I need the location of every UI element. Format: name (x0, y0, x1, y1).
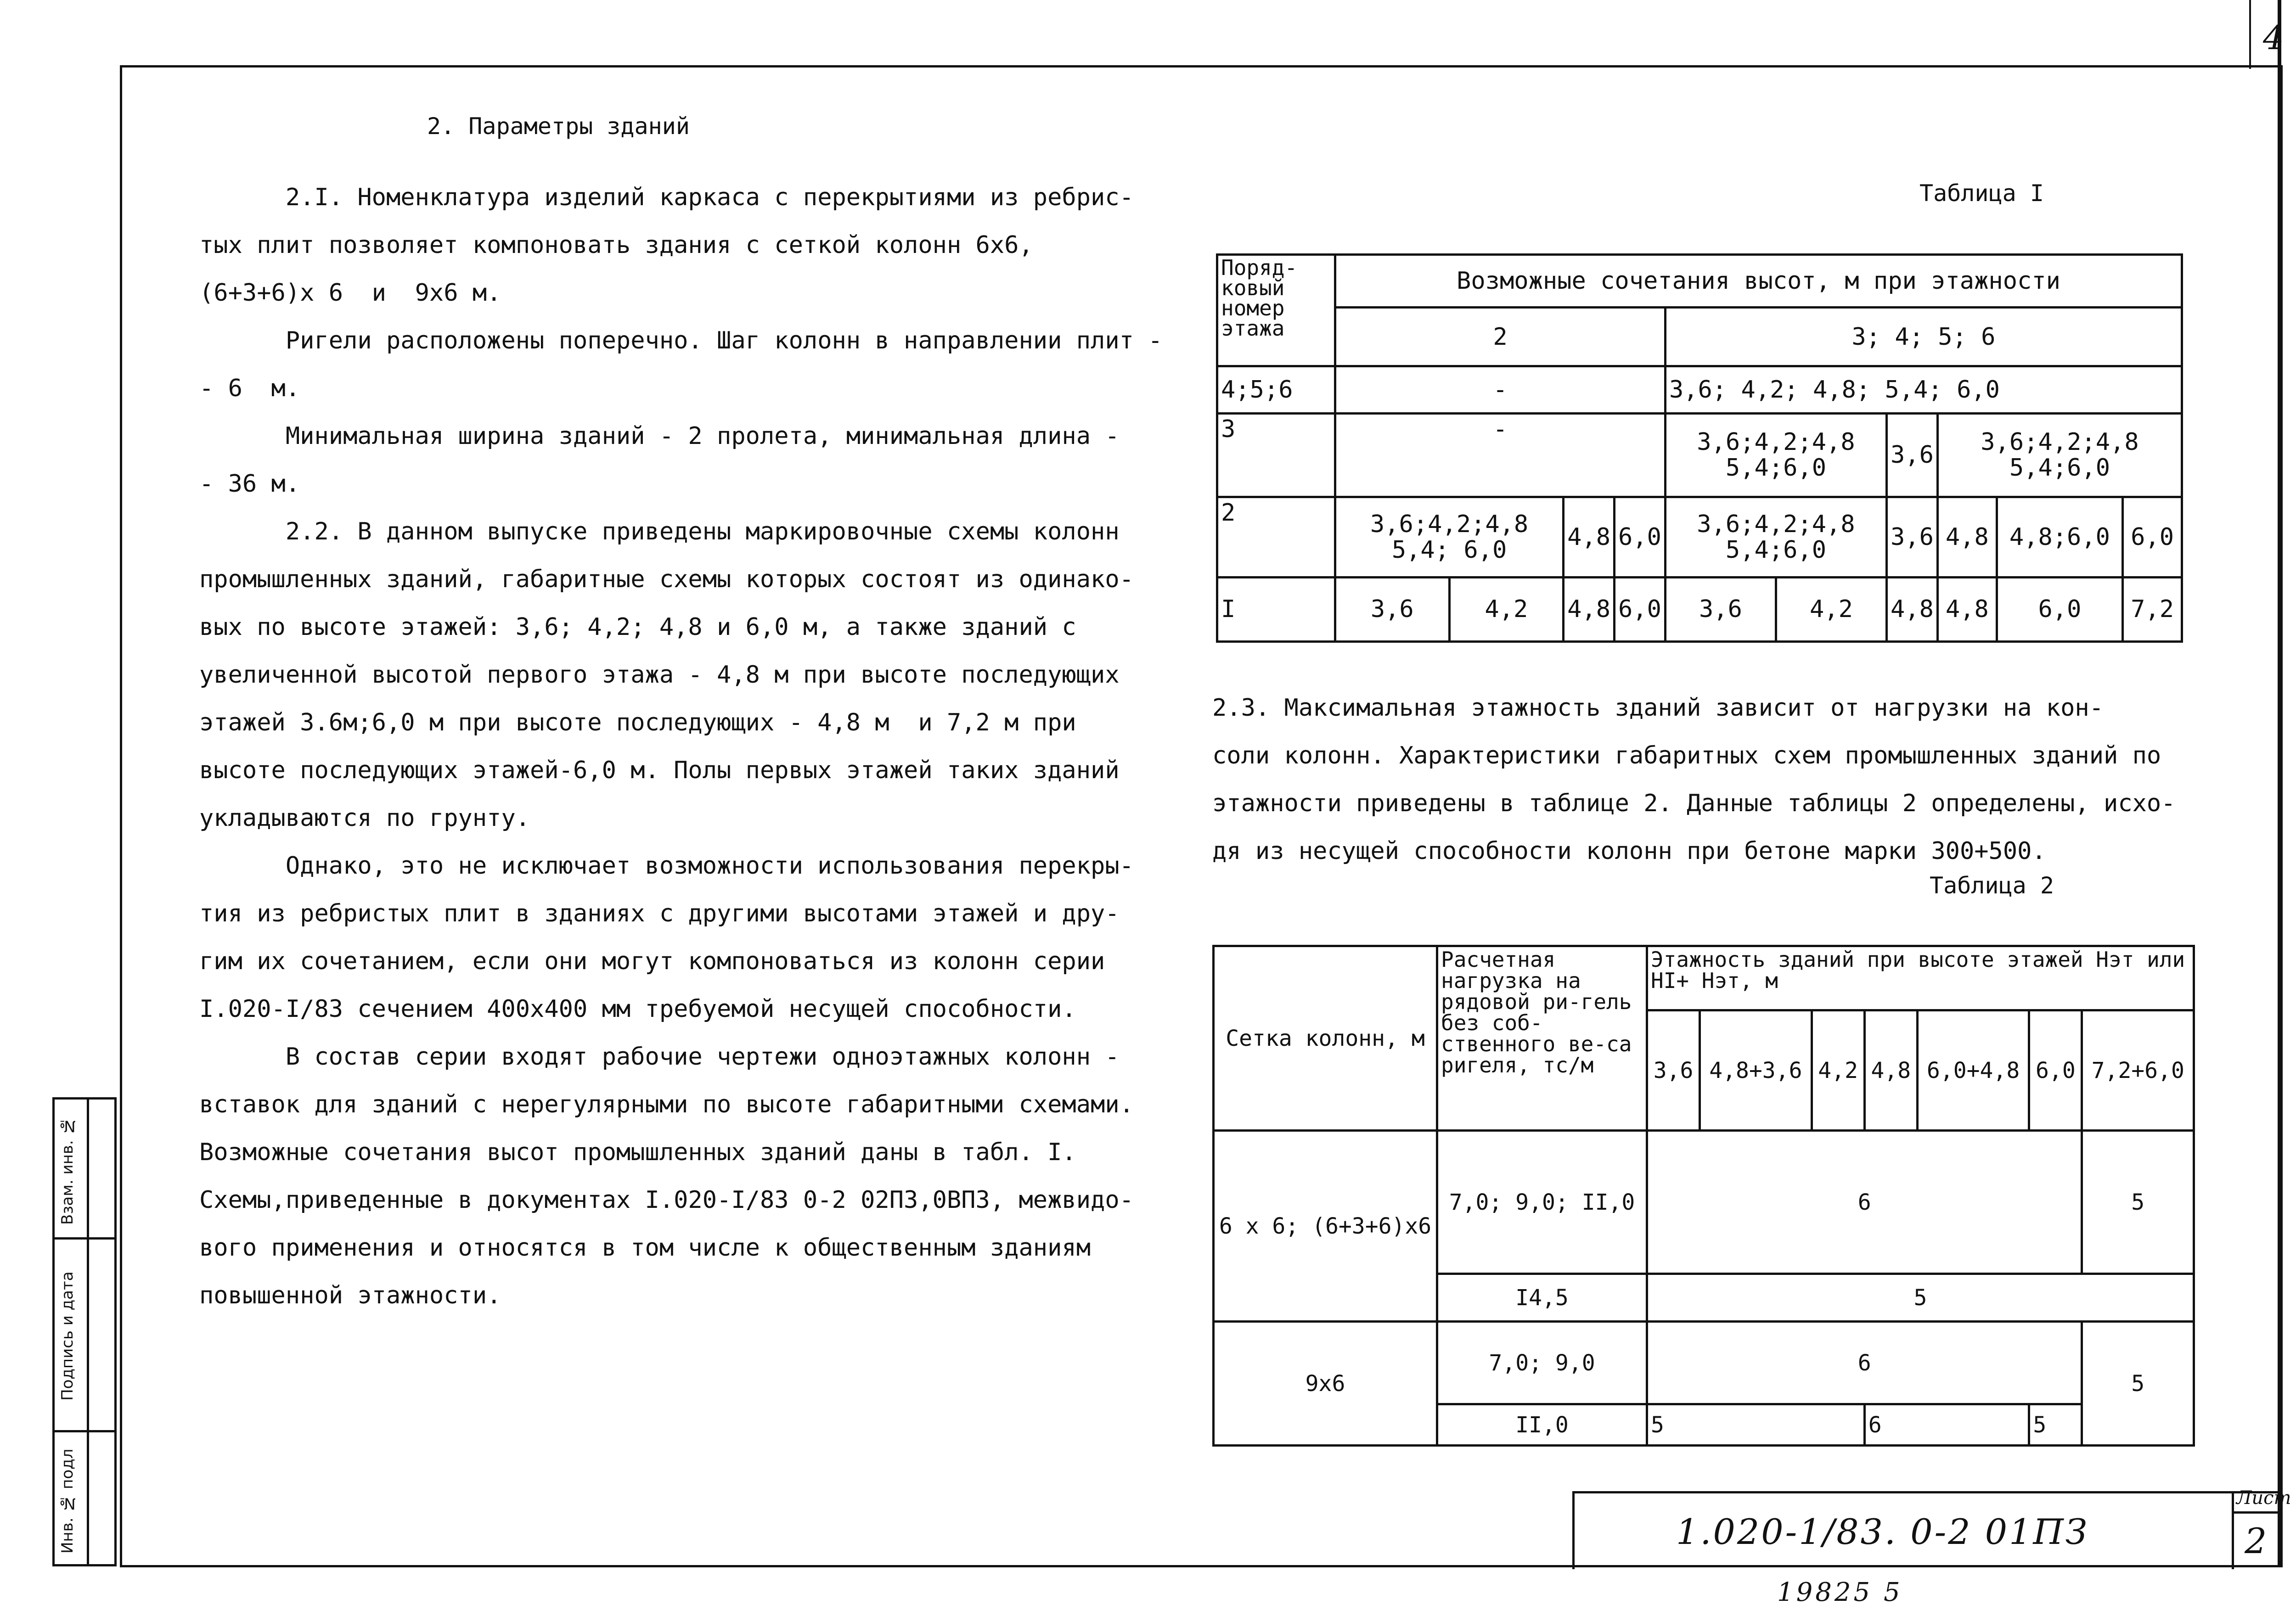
t2-col-header: 6,0+4,8 (1917, 1010, 2029, 1131)
t1-cell: 6,0 (1615, 577, 1666, 641)
right-text-block (1212, 684, 2195, 875)
text-line: тых плит позволяет компоновать здания с сеткой колонн 6х6, (199, 231, 1033, 259)
t2-load-cell: 7,0; 9,0; II,0 (1437, 1131, 1647, 1274)
t2-value-cell: 6 (1864, 1404, 2029, 1446)
t1-cell: 3,6;4,2;4,8 5,4;6,0 (1665, 414, 1886, 497)
t1-header-3456: 3; 4; 5; 6 (1665, 308, 2182, 366)
t1-cell: 3,6;4,2;4,8 5,4; 6,0 (1335, 497, 1564, 577)
text-line: вого применения и относятся в том числе к общественным зданиям (199, 1234, 1091, 1262)
text-line: (6+3+6)х 6 и 9х6 м. (199, 279, 501, 307)
text-line: соли колонн. Характеристики габаритных схем промышленных зданий по (1212, 742, 2161, 769)
t1-cell: 3,6 (1886, 414, 1937, 497)
text-line: этажей 3.6м;6,0 м при высоте последующих - 4,8 м и 7,2 м при (199, 709, 1076, 736)
t1-cell: 4,8;6,0 (1997, 497, 2122, 577)
t1-cell: - (1335, 414, 1666, 497)
sheet-separator (2232, 1491, 2234, 1569)
text-line: Минимальная ширина зданий - 2 пролета, минимальная длина - (199, 422, 1120, 450)
stamp-vertical-line (87, 1100, 89, 1564)
text-line: - 36 м. (199, 470, 300, 498)
text-line: В состав серии входят рабочие чертежи одноэтажных колонн - (199, 1043, 1120, 1071)
t1-row-label: 3 (1217, 414, 1335, 497)
t2-grid-cell: 6 х 6; (6+3+6)х6 (1214, 1131, 1437, 1322)
t2-value-cell: 5 (1647, 1274, 2194, 1322)
archive-number: 19825 5 (1777, 1577, 1903, 1607)
t2-value-cell: 6 (1647, 1322, 2082, 1404)
t2-header-grid: Сетка колонн, м (1214, 946, 1437, 1131)
t2-value-cell: 5 (1647, 1404, 1865, 1446)
t1-cell: 3,6;4,2;4,8 5,4;6,0 (1937, 414, 2182, 497)
t1-cell: 4,8 (1564, 577, 1615, 641)
t1-cell: 7,2 (2123, 577, 2182, 641)
t1-header-main: Возможные сочетания высот, м при этажности (1335, 255, 2182, 308)
t1-cell: - (1335, 366, 1666, 414)
t1-cell: 3,6 (1335, 577, 1450, 641)
text-line: Схемы,приведенные в документах I.020-I/83 0-2 02ПЗ,0ВПЗ, межвидо- (199, 1186, 1134, 1214)
text-line: промышленных зданий, габаритные схемы которых состоят из одинако- (199, 566, 1134, 593)
t1-cell: 6,0 (1615, 497, 1666, 577)
t2-header-load: Расчетная нагрузка на рядовой ри-гель без соб-ственного ве-са ригеля, тс/м (1437, 946, 1647, 1131)
t1-row-label: I (1217, 577, 1335, 641)
t2-grid-cell: 9х6 (1214, 1322, 1437, 1446)
text-line: 2.I. Номенклатура изделий каркаса с перекрытиями из ребрис- (199, 184, 1134, 211)
t1-cell: 4,8 (1886, 577, 1937, 641)
t2-value-cell: 5 (2082, 1322, 2194, 1446)
left-text-block (199, 174, 1168, 1319)
right-border-line (2278, 0, 2281, 1567)
binding-stamp (52, 1097, 117, 1566)
sheet-divider (2232, 1511, 2280, 1514)
original-inv-label: Инв. № подл (58, 1448, 77, 1554)
stamp-separator (55, 1237, 114, 1240)
t2-value-cell: 5 (2082, 1131, 2194, 1274)
page-number: 4 (2263, 18, 2284, 57)
text-line: Возможные сочетания высот промышленных зданий даны в табл. I. (199, 1139, 1076, 1166)
text-line: 2.2. В данном выпуске приведены маркировочные схемы колонн (199, 518, 1120, 545)
sheet-number: 2 (2245, 1521, 2267, 1561)
page-number-mark (2249, 0, 2251, 69)
table-2 (1212, 945, 2195, 1447)
t2-header-floors: Этажность зданий при высоте этажей Нэт или НI+ Нэт, м (1647, 946, 2194, 1010)
replaced-inv-label: Взам. инв. № (58, 1117, 77, 1225)
t2-col-header: 6,0 (2029, 1010, 2082, 1131)
t2-col-header: 4,8 (1864, 1010, 1917, 1131)
text-line: увеличенной высотой первого этажа - 4,8 м при высоте последующих (199, 661, 1120, 689)
table1-caption: Таблица I (1919, 180, 2044, 207)
t2-col-header: 4,2 (1812, 1010, 1864, 1131)
t1-row-label: 2 (1217, 497, 1335, 577)
document-code: 1.020-1/83. 0-2 01ПЗ (1676, 1511, 2089, 1552)
text-line: повышенной этажности. (199, 1282, 501, 1309)
sheet-label: Лист (2236, 1487, 2291, 1509)
text-line: тия из ребристых плит в зданиях с другими высотами этажей и дру- (199, 900, 1120, 927)
text-line: гим их сочетанием, если они могут компоноваться из колонн серии (199, 948, 1105, 975)
t2-col-header: 4,8+3,6 (1700, 1010, 1812, 1131)
t2-load-cell: 7,0; 9,0 (1437, 1322, 1647, 1404)
t2-load-cell: I4,5 (1437, 1274, 1647, 1322)
text-line: укладываются по грунту. (199, 804, 530, 832)
t1-cell: 3,6 (1665, 577, 1776, 641)
t1-row-label: 4;5;6 (1217, 366, 1335, 414)
t1-cell: 3,6; 4,2; 4,8; 5,4; 6,0 (1665, 366, 2182, 414)
text-line: 2.3. Максимальная этажность зданий зависит от нагрузки на кон- (1212, 694, 2104, 722)
t1-cell: 3,6 (1886, 497, 1937, 577)
t1-cell: 4,2 (1776, 577, 1886, 641)
text-line: этажности приведены в таблице 2. Данные таблицы 2 определены, исхо- (1212, 790, 2176, 817)
t1-header-order: Поряд-ковый номер этажа (1217, 255, 1335, 366)
text-line: дя из несущей способности колонн при бетоне марки 300+500. (1212, 837, 2046, 865)
text-line: вых по высоте этажей: 3,6; 4,2; 4,8 и 6,0 м, а также зданий с (199, 613, 1076, 641)
t1-cell: 4,8 (1564, 497, 1615, 577)
t1-header-2: 2 (1335, 308, 1666, 366)
stamp-separator (55, 1430, 114, 1432)
t2-load-cell: II,0 (1437, 1404, 1647, 1446)
t1-cell: 4,8 (1937, 577, 1997, 641)
text-line: - 6 м. (199, 375, 300, 402)
text-line: высоте последующих этажей-6,0 м. Полы первых этажей таких зданий (199, 757, 1120, 784)
text-line: Ригели расположены поперечно. Шаг колонн в направлении плит - (199, 327, 1163, 354)
t1-cell: 4,2 (1449, 577, 1564, 641)
text-line: вставок для зданий с нерегулярными по высоте габаритными схемами. (199, 1091, 1134, 1118)
t1-cell: 3,6;4,2;4,8 5,4;6,0 (1665, 497, 1886, 577)
section-title: 2. Параметры зданий (427, 113, 690, 140)
t1-cell: 4,8 (1937, 497, 1997, 577)
signature-date-label: Подпись и дата (58, 1271, 77, 1401)
text-line: Однако, это не исключает возможности использования перекры- (199, 852, 1134, 880)
t2-value-cell: 6 (1647, 1131, 2082, 1274)
t1-cell: 6,0 (1997, 577, 2122, 641)
t2-col-header: 7,2+6,0 (2082, 1010, 2194, 1131)
t1-cell: 6,0 (2123, 497, 2182, 577)
text-line: I.020-I/83 сечением 400х400 мм требуемой несущей способности. (199, 995, 1076, 1023)
table2-caption: Таблица 2 (1930, 872, 2054, 899)
table-1 (1216, 253, 2183, 643)
t2-col-header: 3,6 (1647, 1010, 1700, 1131)
t2-value-cell: 5 (2029, 1404, 2082, 1446)
